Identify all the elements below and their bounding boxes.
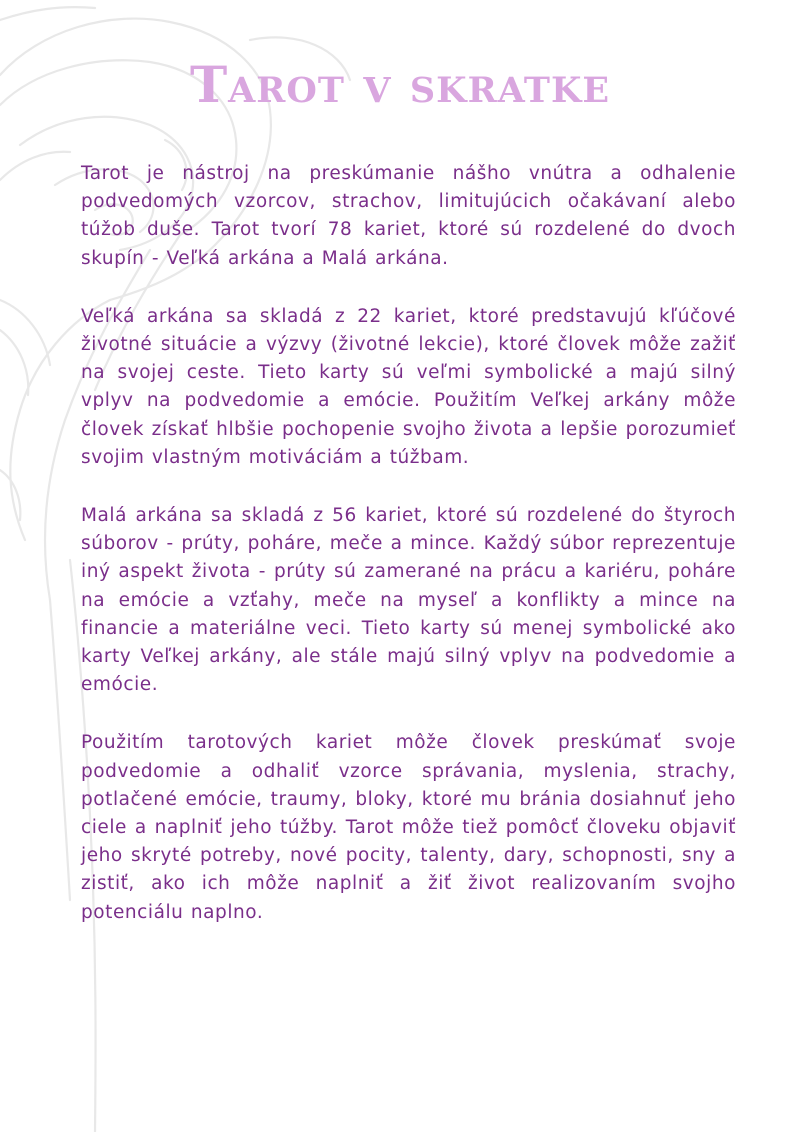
paragraph-using-tarot: Použitím tarotových kariet môže človek preskúmať svoje podvedomie a odhaliť vzorce správania, myslenia, strachy, potlačené emócie, traumy, bloky, ktoré mu bránia dosiahnuť jeho ciele a naplniť jeho túžby. Tarot môže tiež pomôcť človeku objaviť jeho skryté potreby, nové pocity, talenty, dary, schopnosti, sny a zistiť, ako ich môže naplniť a žiť život realizovaním svojho potenciálu naplno. (81, 732, 736, 923)
paragraph-intro: Tarot je nástroj na preskúmanie nášho vnútra a odhalenie podvedomých vzorcov, strachov, limitujúcich očakávaní alebo túžob duše. Tarot tvorí 78 kariet, ktoré sú rozdelené do dvoch skupín - Veľká arkána a Malá arkána. (81, 163, 736, 269)
page-title: Tarot v skratke (189, 55, 611, 114)
paragraph-major-arcana: Veľká arkána sa skladá z 22 kariet, ktoré predstavujú kľúčové životné situácie a výzvy (životné lekcie), ktoré človek môže zažiť na svojej ceste. Tieto karty sú veľmi symbolické a majú silný vplyv na podvedomie a emócie. Použitím Veľkej arkány môže človek získať hlbšie pochopenie svojho života a lepšie porozumieť svojim vlastným motiváciám a túžbam. (81, 305, 736, 468)
body-text (81, 160, 736, 957)
paragraph-minor-arcana: Malá arkána sa skladá z 56 kariet, ktoré sú rozdelené do štyroch súborov - prúty, poháre, meče a mince. Každý súbor reprezentuje iný aspekt života - prúty sú zamerané na prácu a kariéru, poháre na emócie a vzťahy, meče na myseľ a konflikty a mince na financie a materiálne veci. Tieto karty sú menej symbolické ako karty Veľkej arkány, ale stále majú silný vplyv na podvedomie a emócie. (81, 505, 736, 696)
